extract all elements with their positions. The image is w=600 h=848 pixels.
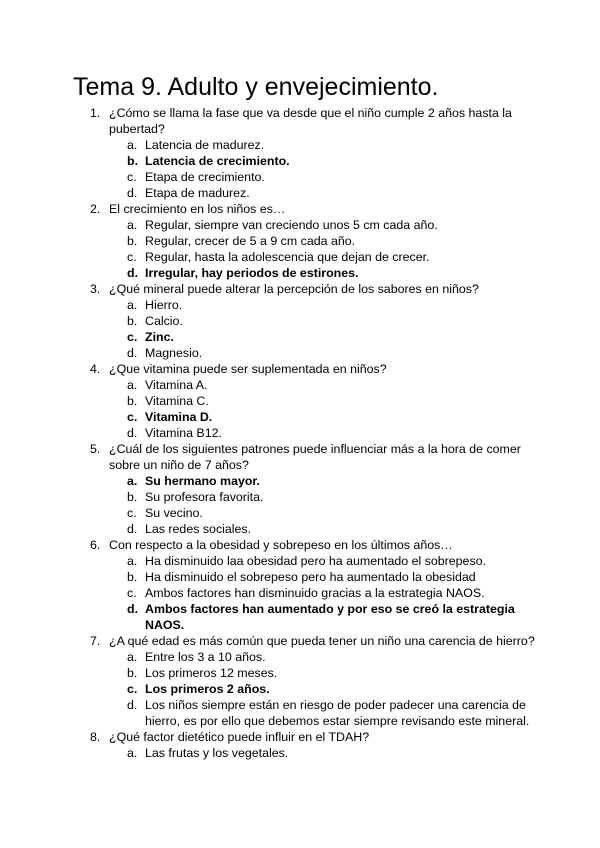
option-item (0, 505, 600, 521)
option-list (0, 377, 600, 441)
option-item-correct (0, 329, 600, 345)
option-item (0, 249, 600, 265)
question-item (0, 201, 600, 281)
option-text: Vitamina D. (145, 410, 213, 424)
option-letter: c. (127, 170, 137, 184)
option-letter: b. (127, 490, 138, 504)
option-letter: d. (127, 698, 138, 712)
question-text: Con respecto a la obesidad y sobrepeso en los últimos años… (109, 538, 453, 552)
question-number: 5. (90, 442, 101, 456)
option-text: Latencia de crecimiento. (145, 154, 290, 168)
question-text: El crecimiento en los niños es… (109, 202, 286, 216)
option-text: Etapa de crecimiento. (145, 170, 265, 184)
option-text: Magnesio. (145, 346, 203, 360)
option-letter: a. (127, 218, 138, 232)
question-text: ¿Cómo se llama la fase que va desde que el niño cumple 2 años hasta la pubertad? (109, 106, 512, 136)
option-text: Los niños siempre están en riesgo de poder padecer una carencia de hierro, es por ello que debemos estar siempre revisando este mineral. (145, 698, 530, 728)
question-item (0, 537, 600, 633)
option-list (0, 473, 600, 537)
option-letter: a. (127, 138, 138, 152)
option-text: Calcio. (145, 314, 183, 328)
option-letter: a. (127, 298, 138, 312)
option-item (0, 569, 600, 585)
option-text: Ha disminuido el sobrepeso pero ha aumentado la obesidad (145, 570, 476, 584)
option-text: Entre los 3 a 10 años. (145, 650, 266, 664)
option-text: Vitamina C. (145, 394, 209, 408)
option-text: Irregular, hay periodos de estirones. (145, 266, 359, 280)
option-letter: d. (127, 522, 138, 536)
option-letter: b. (127, 666, 138, 680)
question-item (0, 281, 600, 361)
question-text: ¿Que vitamina puede ser suplementada en niños? (109, 362, 387, 376)
question-item (0, 105, 600, 201)
option-text: Vitamina B12. (145, 426, 222, 440)
option-letter: c. (127, 410, 138, 424)
option-letter: a. (127, 554, 138, 568)
option-text: Su hermano mayor. (145, 474, 260, 488)
option-letter: c. (127, 250, 137, 264)
option-item (0, 425, 600, 441)
option-list (0, 649, 600, 729)
option-item (0, 137, 600, 153)
option-letter: d. (127, 186, 138, 200)
option-item (0, 377, 600, 393)
question-item (0, 633, 600, 729)
option-text: Las frutas y los vegetales. (145, 746, 289, 760)
option-letter: c. (127, 330, 138, 344)
option-letter: a. (127, 650, 138, 664)
option-list (0, 137, 600, 201)
option-item-correct (0, 473, 600, 489)
question-number: 4. (90, 362, 101, 376)
option-item (0, 185, 600, 201)
question-number: 3. (90, 282, 101, 296)
question-number: 8. (90, 730, 101, 744)
option-letter: a. (127, 378, 138, 392)
option-text: Los primeros 12 meses. (145, 666, 278, 680)
option-letter: d. (127, 346, 138, 360)
question-number: 1. (90, 106, 101, 120)
option-letter: d. (127, 266, 139, 280)
option-text: Ambos factores han disminuido gracias a la estrategia NAOS. (145, 586, 485, 600)
option-item-correct (0, 153, 600, 169)
question-item (0, 361, 600, 441)
option-list (0, 553, 600, 633)
question-list (0, 105, 600, 761)
question-number: 2. (90, 202, 101, 216)
option-text: Ambos factores han aumentado y por eso se creó la estrategia NAOS. (145, 602, 515, 632)
option-text: Las redes sociales. (145, 522, 252, 536)
option-letter: c. (127, 682, 138, 696)
option-item (0, 233, 600, 249)
page-title: Tema 9. Adulto y envejecimiento. (73, 73, 439, 101)
option-item (0, 521, 600, 537)
option-letter: a. (127, 474, 138, 488)
question-text: ¿Qué mineral puede alterar la percepción de los sabores en niños? (109, 282, 479, 296)
option-letter: b. (127, 570, 138, 584)
option-letter: c. (127, 506, 137, 520)
question-item (0, 441, 600, 537)
option-item (0, 649, 600, 665)
question-text: ¿Cuál de los siguientes patrones puede influenciar más a la hora de comer sobre un niño de 7 años? (109, 442, 521, 472)
option-letter: b. (127, 394, 138, 408)
option-item (0, 313, 600, 329)
option-text: Los primeros 2 años. (145, 682, 270, 696)
option-item (0, 585, 600, 601)
option-item (0, 745, 600, 761)
option-text: Regular, crecer de 5 a 9 cm cada año. (145, 234, 356, 248)
option-item (0, 553, 600, 569)
question-item (0, 729, 600, 761)
option-letter: a. (127, 746, 138, 760)
option-letter: d. (127, 426, 138, 440)
question-text: ¿Qué factor dietético puede influir en el TDAH? (109, 730, 370, 744)
option-text: Su profesora favorita. (145, 490, 264, 504)
option-list (0, 745, 600, 761)
question-number: 6. (90, 538, 101, 552)
option-item (0, 345, 600, 361)
option-item-correct (0, 265, 600, 281)
option-item (0, 697, 600, 729)
option-list (0, 297, 600, 361)
option-letter: c. (127, 586, 137, 600)
question-text: ¿A qué edad es más común que pueda tener un niño una carencia de hierro? (109, 634, 535, 648)
option-text: Zinc. (145, 330, 174, 344)
option-text: Ha disminuido laa obesidad pero ha aumentado el sobrepeso. (145, 554, 486, 568)
option-item-correct (0, 601, 600, 633)
option-item (0, 489, 600, 505)
option-text: Latencia de madurez. (145, 138, 265, 152)
option-text: Hierro. (145, 298, 183, 312)
option-item (0, 217, 600, 233)
option-text: Regular, hasta la adolescencia que dejan de crecer. (145, 250, 430, 264)
option-letter: b. (127, 314, 138, 328)
option-text: Vitamina A. (145, 378, 208, 392)
option-item (0, 393, 600, 409)
option-item (0, 297, 600, 313)
option-item-correct (0, 681, 600, 697)
option-letter: b. (127, 154, 139, 168)
option-list (0, 217, 600, 281)
option-letter: d. (127, 602, 139, 616)
option-item (0, 169, 600, 185)
option-text: Regular, siempre van creciendo unos 5 cm cada año. (145, 218, 438, 232)
question-number: 7. (90, 634, 101, 648)
option-text: Etapa de madurez. (145, 186, 250, 200)
option-item (0, 665, 600, 681)
option-item-correct (0, 409, 600, 425)
option-text: Su vecino. (145, 506, 203, 520)
option-letter: b. (127, 234, 138, 248)
